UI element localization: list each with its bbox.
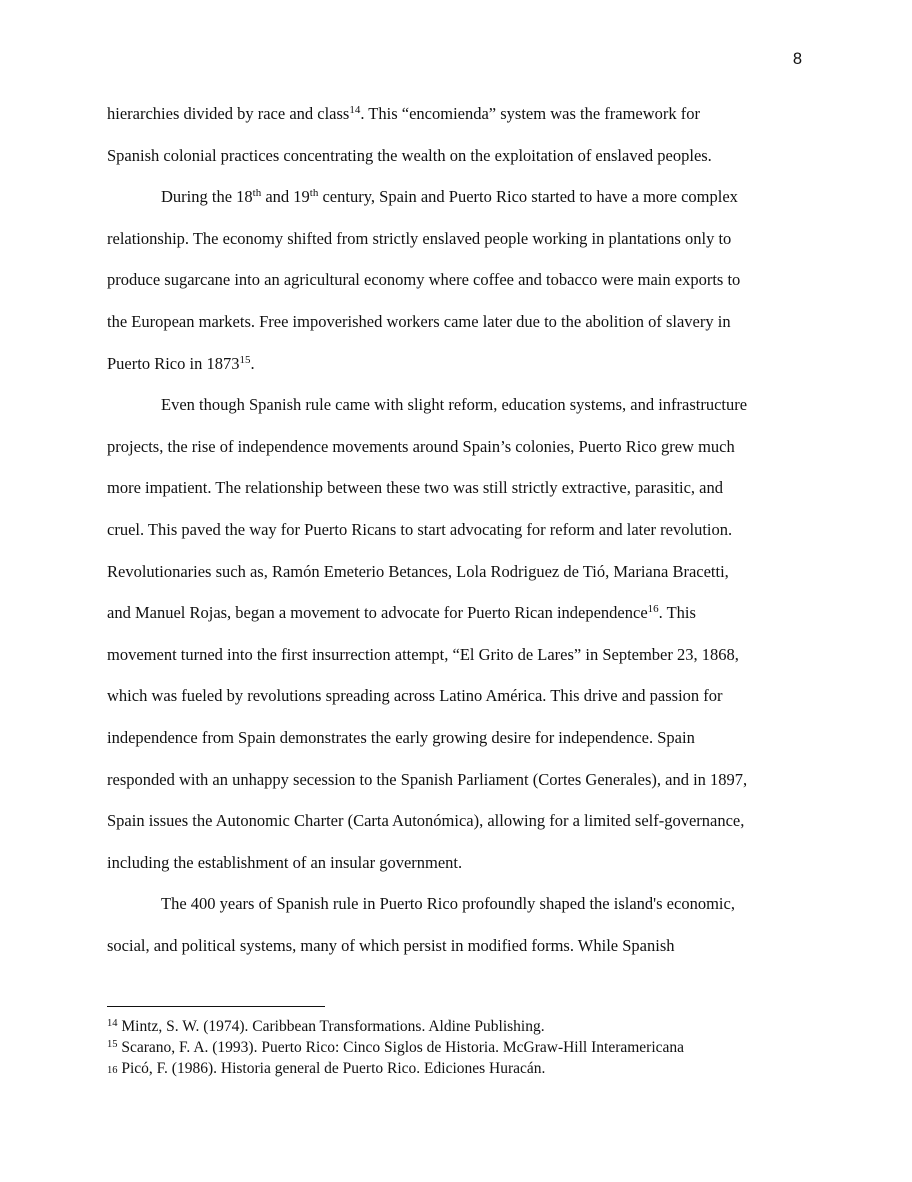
text-line: the European markets. Free impoverished workers came later due to the abolition of slavery in: [107, 311, 731, 331]
text-line: produce sugarcane into an agricultural economy where coffee and tobacco were main exports to: [107, 270, 741, 290]
footnote-separator: [107, 1006, 325, 1007]
text-line: relationship. The economy shifted from strictly enslaved people working in plantations only to: [107, 228, 732, 248]
text-line: including the establishment of an insular government.: [107, 852, 463, 872]
footnotes: [107, 1016, 807, 1081]
text-line: Spain issues the Autonomic Charter (Carta Autonómica), allowing for a limited self-governance,: [107, 811, 745, 831]
text-line: more impatient. The relationship between these two was still strictly extractive, parasitic, and: [107, 478, 723, 498]
text-line: and Manuel Rojas, began a movement to advocate for Puerto Rican independence$^{16}$. This: [107, 603, 696, 623]
body-text: [107, 93, 807, 966]
footnote-reference: th: [252, 187, 262, 200]
text-line: hierarchies divided by race and class$^{14}$. This “encomienda” system was the framework for: [107, 104, 701, 123]
text-line: which was fueled by revolutions spreading across Latino América. This drive and passion for: [107, 686, 723, 706]
text-line: Puerto Rico in 1873$^{15}$.: [107, 353, 255, 373]
text-line: cruel. This paved the way for Puerto Ricans to start advocating for reform and later revolution.: [107, 519, 733, 539]
text-line: Revolutionaries such as, Ramón Emeterio Betances, Lola Rodriguez de Tió, Mariana Bracetti,: [107, 561, 729, 581]
text-line: Even though Spanish rule came with slight reform, education systems, and infrastructure: [161, 395, 748, 415]
footnote: [107, 1058, 807, 1081]
footnote-text: Picó, F. (1986). Historia general de Puerto Rico. Ediciones Huracán.: [117, 1060, 546, 1077]
footnote: [107, 1016, 807, 1037]
footnote-reference: th: [309, 187, 319, 200]
footnote-number: 15: [107, 1039, 118, 1050]
text-line: social, and political systems, many of which persist in modified forms. While Spanish: [107, 935, 675, 955]
footnote-number: 16: [107, 1065, 118, 1076]
footnote-number: 14: [107, 1018, 118, 1029]
page-number: 8: [792, 50, 802, 68]
text-line: Spanish colonial practices concentrating the wealth on the exploitation of enslaved peoples.: [107, 145, 712, 165]
paragraph: [107, 176, 807, 384]
text-line: movement turned into the first insurrection attempt, “El Grito de Lares” in September 23, 1868,: [107, 644, 739, 664]
footnote-text: Scarano, F. A. (1993). Puerto Rico: Cinco Siglos de Historia. McGraw-Hill Interamericana: [117, 1039, 685, 1056]
footnote-reference: 14: [349, 104, 361, 116]
text-line: The 400 years of Spanish rule in Puerto Rico profoundly shaped the island's economic,: [161, 894, 735, 914]
footnote: [107, 1037, 807, 1058]
paragraph: [107, 384, 807, 883]
footnote-text: Mintz, S. W. (1974). Caribbean Transformations. Aldine Publishing.: [117, 1018, 545, 1035]
text-line: responded with an unhappy secession to the Spanish Parliament (Cortes Generales), and in 1897,: [107, 769, 748, 789]
text-line: independence from Spain demonstrates the early growing desire for independence. Spain: [107, 727, 695, 747]
footnote-reference: 15: [239, 353, 251, 366]
paragraph: [107, 93, 807, 176]
paragraph: [107, 883, 807, 966]
footnote-reference: 16: [647, 603, 659, 616]
text-line: During the 18th and 19th century, Spain and Puerto Rico started to have a more complex: [161, 187, 738, 207]
text-line: projects, the rise of independence movements around Spain’s colonies, Puerto Rico grew much: [107, 436, 735, 456]
